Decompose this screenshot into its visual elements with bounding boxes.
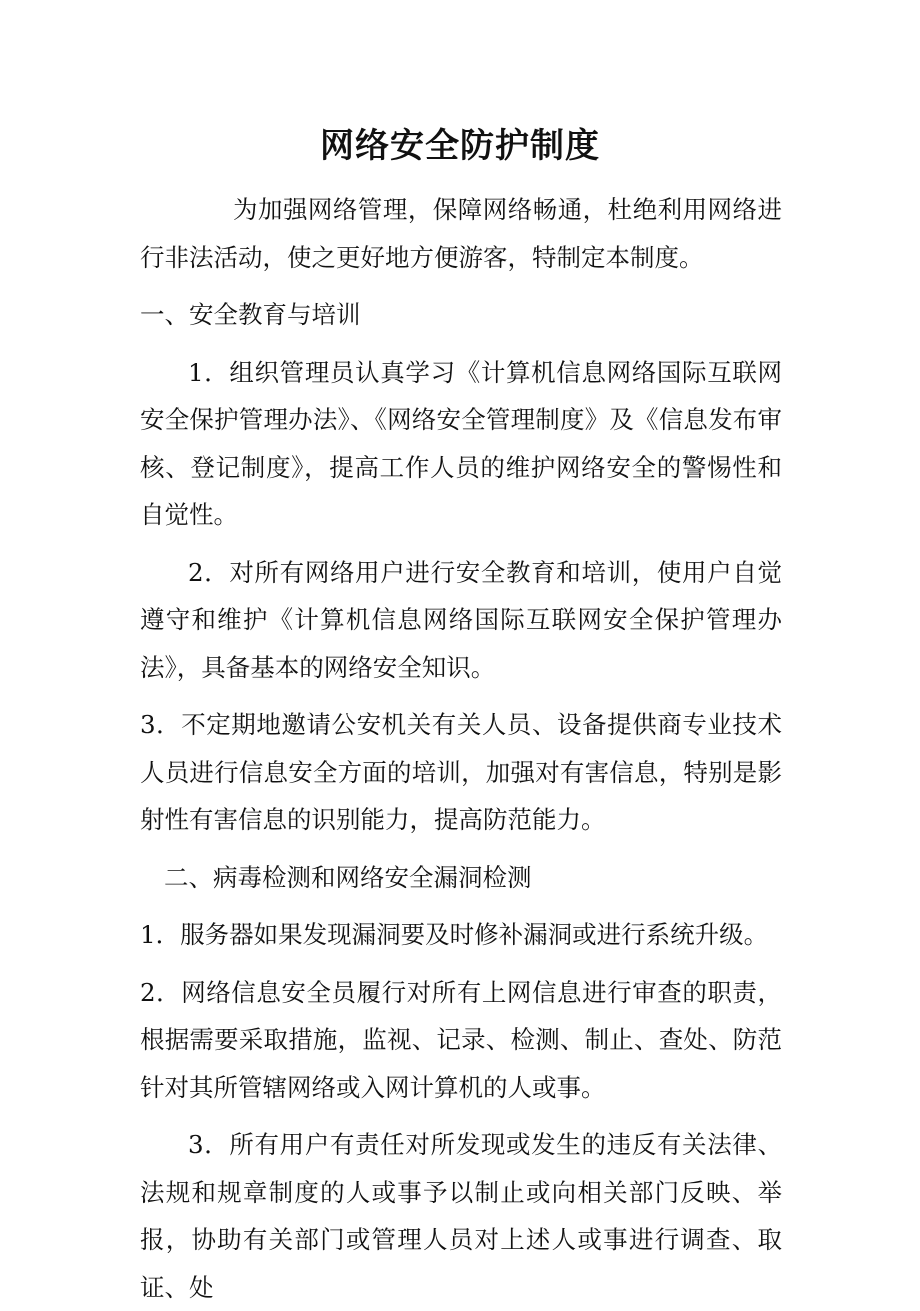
intro-paragraph: 为加强网络管理，保障网络畅通，杜绝利用网络进行非法活动，使之更好地方便游客，特制定本制度。	[140, 195, 782, 272]
paragraph-2-2: 2．网络信息安全员履行对所有上网信息进行审查的职责，根据需要采取措施，监视、记录、检测、制止、查处、防范针对其所管辖网络或入网计算机的人或事。	[140, 977, 782, 1102]
paragraph-1-1: 1．组织管理员认真学习《计算机信息网络国际互联网安全保护管理办法》、《网络安全管理制度》及《信息发布审核、登记制度》，提高工作人员的维护网络安全的警惕性和自觉性。	[140, 357, 782, 529]
section-heading-1: 一、安全教育与培训	[140, 300, 361, 329]
paragraph-2-1: 1．服务器如果发现漏洞要及时修补漏洞或进行系统升级。	[140, 920, 769, 949]
paragraph-2-3: 3．所有用户有责任对所发现或发生的违反有关法律、法规和规章制度的人或事予以制止或向相关部门反映、举报，协助有关部门或管理人员对上述人或事进行调查、取证、处	[140, 1130, 782, 1302]
paragraph-1-3: 3．不定期地邀请公安机关有关人员、设备提供商专业技术人员进行信息安全方面的培训，加强对有害信息，特别是影射性有害信息的识别能力，提高防范能力。	[140, 710, 782, 834]
paragraph-1-2: 2．对所有网络用户进行安全教育和培训，使用户自觉遵守和维护《计算机信息网络国际互联网安全保护管理办法》，具备基本的网络安全知识。	[140, 557, 782, 682]
document-title: 网络安全防护制度	[320, 126, 600, 166]
section-heading-2: 二、病毒检测和网络安全漏洞检测	[164, 862, 532, 892]
document-body	[140, 186, 782, 1311]
